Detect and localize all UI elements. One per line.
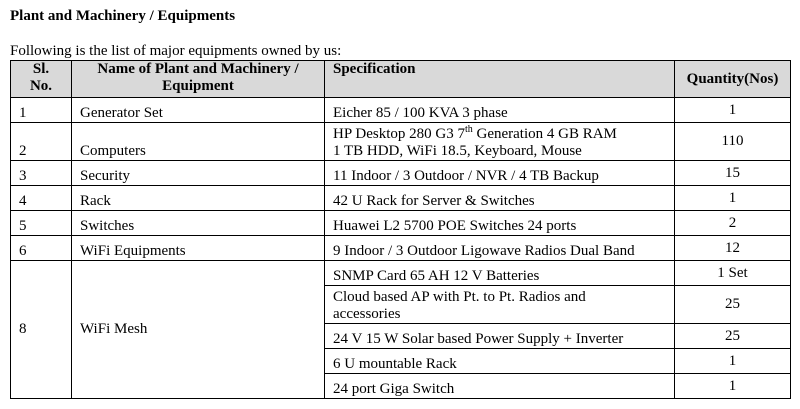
- spec-text: Generation 4 GB RAM: [472, 126, 617, 142]
- cell-name: WiFi Equipments: [72, 236, 325, 261]
- page-heading: Plant and Machinery / Equipments: [10, 8, 236, 24]
- header-name-line2: Equipment: [162, 78, 234, 94]
- cell-qty: 15: [675, 161, 791, 186]
- cell-spec: 11 Indoor / 3 Outdoor / NVR / 4 TB Backup: [325, 161, 675, 186]
- cell-sl: 3: [11, 161, 72, 186]
- ordinal-suffix: th: [464, 124, 473, 135]
- header-quantity: Quantity(Nos): [675, 61, 791, 98]
- spec-text: HP Desktop 280 G3 7: [333, 126, 465, 142]
- cell-spec-line1: [333, 126, 666, 143]
- cell-qty: 1 Set: [675, 261, 791, 286]
- equipment-table: [10, 60, 791, 399]
- cell-spec: SNMP Card 65 AH 12 V Batteries: [325, 261, 675, 286]
- table-row: [11, 98, 791, 123]
- cell-sl: 1: [11, 98, 72, 123]
- cell-spec-line2: accessories: [333, 306, 401, 322]
- table-row: [11, 123, 791, 161]
- table-row: [11, 236, 791, 261]
- header-specification: Specification: [325, 61, 675, 98]
- cell-qty: 1: [675, 186, 791, 211]
- cell-spec: Huawei L2 5700 POE Switches 24 ports: [325, 211, 675, 236]
- cell-spec-line2: 1 TB HDD, WiFi 18.5, Keyboard, Mouse: [333, 143, 582, 159]
- cell-spec: 42 U Rack for Server & Switches: [325, 186, 675, 211]
- intro-text: Following is the list of major equipments owned by us:: [10, 43, 342, 59]
- table-row: [11, 211, 791, 236]
- cell-name: Computers: [72, 123, 325, 161]
- cell-qty: 25: [675, 324, 791, 349]
- cell-spec: 24 port Giga Switch: [325, 374, 675, 399]
- cell-sl: 8: [11, 261, 72, 399]
- cell-sl: 2: [11, 123, 72, 161]
- cell-spec: [325, 123, 675, 161]
- cell-qty: 12: [675, 236, 791, 261]
- cell-spec: Eicher 85 / 100 KVA 3 phase: [325, 98, 675, 123]
- cell-qty: 2: [675, 211, 791, 236]
- cell-name: Switches: [72, 211, 325, 236]
- cell-name: Generator Set: [72, 98, 325, 123]
- cell-spec-line1: Cloud based AP with Pt. to Pt. Radios and: [333, 289, 586, 305]
- header-sl-no-line2: No.: [29, 78, 53, 94]
- cell-spec: [325, 286, 675, 324]
- table-header-row: [11, 61, 791, 98]
- cell-name: Rack: [72, 186, 325, 211]
- cell-qty: 1: [675, 98, 791, 123]
- cell-qty: 110: [675, 123, 791, 161]
- cell-qty: 1: [675, 349, 791, 374]
- table-row: [11, 261, 791, 286]
- header-name-line1: Name of Plant and Machinery /: [97, 61, 299, 77]
- header-sl-no: [11, 61, 72, 98]
- cell-name: Security: [72, 161, 325, 186]
- cell-sl: 5: [11, 211, 72, 236]
- cell-name: WiFi Mesh: [72, 261, 325, 399]
- header-sl-no-line1: Sl.: [32, 61, 50, 77]
- cell-sl: 6: [11, 236, 72, 261]
- cell-spec: 24 V 15 W Solar based Power Supply + Inverter: [325, 324, 675, 349]
- cell-spec: 6 U mountable Rack: [325, 349, 675, 374]
- cell-spec: 9 Indoor / 3 Outdoor Ligowave Radios Dual Band: [325, 236, 675, 261]
- cell-sl: 4: [11, 186, 72, 211]
- header-name: [72, 61, 325, 98]
- cell-qty: 1: [675, 374, 791, 399]
- cell-qty: 25: [675, 286, 791, 324]
- table-row: [11, 186, 791, 211]
- table-row: [11, 161, 791, 186]
